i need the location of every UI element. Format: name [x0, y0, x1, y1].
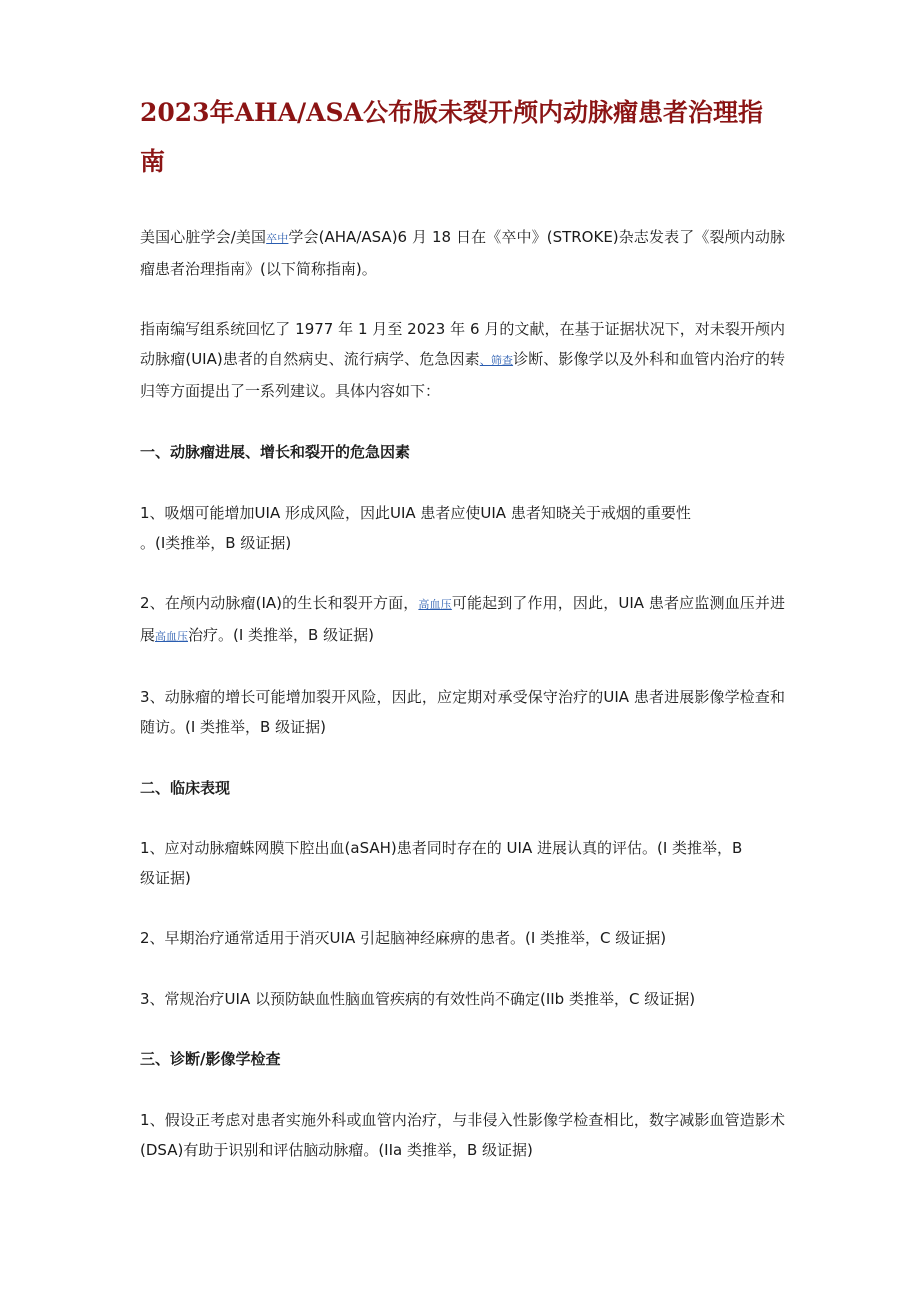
- clinical-item-3: 3、常规治疗UIA 以预防缺血性脑血管疾病的有效性尚不确定(IIb 类推举，C 级证据): [140, 990, 696, 1008]
- hypertension-link-1[interactable]: 高血压: [418, 598, 452, 611]
- intro-text-1: 美国心脏学会/美国: [140, 228, 267, 246]
- hypertension-link-2[interactable]: 高血压: [155, 630, 189, 643]
- clinical-item-2: 2、早期治疗通常适用于消灭UIA 引起脑神经麻痹的患者。(I 类推举，C 级证据): [140, 929, 667, 947]
- screening-link[interactable]: 、筛查: [479, 354, 514, 367]
- intro-text-2: 学会(AHA/ASA)6 月 18 日在《卒中》(STROKE)杂志发表了《裂颅内动脉瘤患者治理指南》(以下简称指南)。: [140, 228, 786, 278]
- risk-item-1-line-1: 1、吸烟可能增加UIA 形成风险，因此UIA 患者应使UIA 患者知晓关于戒烟的重要性: [140, 504, 691, 522]
- stroke-link[interactable]: 卒中: [266, 232, 289, 245]
- intro-paragraph: [140, 222, 785, 284]
- section-heading-diagnosis: 三、诊断/影像学检查: [140, 1050, 281, 1068]
- risk-item-1: [140, 498, 785, 558]
- review-paragraph: [140, 314, 785, 406]
- review-text-2: 诊断、影像学以及外科和血管内治疗的转归等方面提出了一系列建议。具体内容如下：: [140, 350, 785, 400]
- risk-item-2-text-2: 可能起到了作用，因此，UIA 患者应监测血压并进展: [140, 594, 786, 644]
- risk-item-2: [140, 588, 785, 652]
- risk-item-3: 3、动脉瘤的增长可能增加裂开风险，因此，应定期对承受保守治疗的UIA 患者进展影像学检查和随访。(I 类推举，B 级证据): [140, 688, 785, 736]
- section-heading-clinical: 二、临床表现: [140, 779, 231, 797]
- diagnosis-item-1: 1、假设正考虑对患者实施外科或血管内治疗，与非侵入性影像学检查相比，数字减影血管造影术(DSA)有助于识别和评估脑动脉瘤。(IIa 类推举，B 级证据): [140, 1111, 785, 1159]
- clinical-item-1: [140, 833, 785, 893]
- clinical-item-1-line-1: 1、应对动脉瘤蛛网膜下腔出血(aSAH)患者同时存在的 UIA 进展认真的评估。(I 类推举，B: [140, 839, 743, 857]
- risk-item-2-text-1: 2、在颅内动脉瘤(IA)的生长和裂开方面，: [140, 594, 419, 612]
- section-heading-risk-factors: 一、动脉瘤进展、增长和裂开的危急因素: [140, 443, 411, 461]
- review-text-1: 指南编写组系统回忆了 1977 年 1 月至 2023 年 6 月的文献，在基于证据状况下，对未裂开颅内动脉瘤(UIA)患者的自然病史、流行病学、危急因素: [140, 320, 785, 368]
- page-title: 2023年AHA/ASA公布版未裂开颅内动脉瘤患者治理指南: [140, 98, 763, 176]
- risk-item-2-text-3: 治疗。(I 类推举，B 级证据): [188, 626, 374, 644]
- risk-item-1-line-2: 。(I类推举，B 级证据): [140, 534, 292, 552]
- clinical-item-1-line-2: 级证据): [140, 869, 191, 887]
- document-page: [140, 88, 785, 1165]
